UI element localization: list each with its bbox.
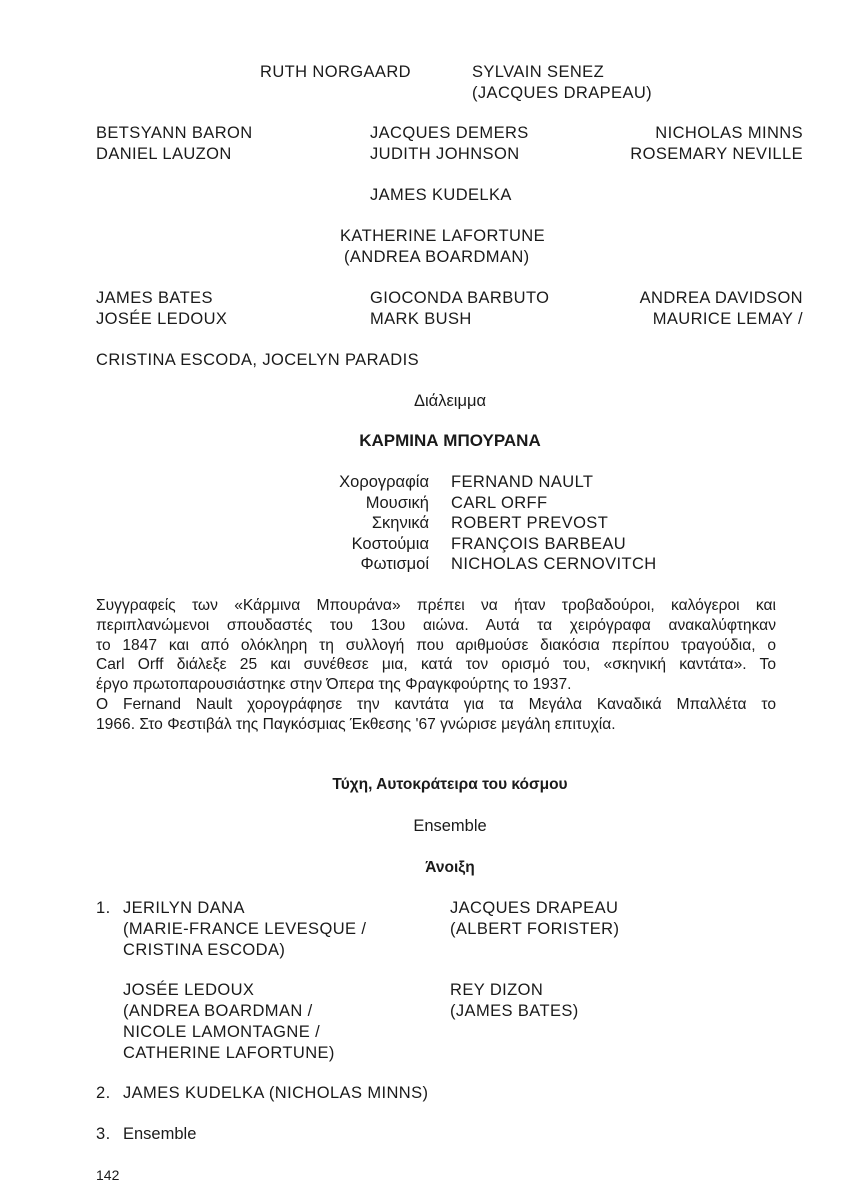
credit-name: ROBERT PREVOST: [451, 514, 609, 532]
cast-name: REY DIZON: [450, 981, 544, 999]
cast-name: RUTH NORGAARD: [260, 63, 411, 81]
description-line: το 1847 και από ολόκληρη τη συλλογή που αριθμούσε διακόσια περίπου τραγούδια, ο: [96, 636, 776, 654]
description-line: περιπλανώμενοι σπουδαστές του 13ου αιώνα. Αυτά τα χειρόγραφα ανακαλύφτηκαν: [96, 616, 776, 634]
cast-name: (ANDREA BOARDMAN): [344, 248, 530, 266]
cast-name: NICOLE LAMONTAGNE /: [123, 1023, 321, 1041]
description-line: Συγγραφείς των «Κάρμινα Μπουράνα» πρέπει να ήταν τροβαδούροι, καλόγεροι και: [96, 597, 776, 614]
page-number: 142: [96, 1167, 120, 1183]
credit-row: [200, 513, 700, 534]
credit-role: Μουσική: [365, 493, 429, 512]
cast-name: JOSÉE LEDOUX: [96, 310, 228, 328]
cast-name: SYLVAIN SENEZ: [472, 63, 605, 81]
credit-role: Φωτισμοί: [360, 555, 429, 573]
cast-name: CRISTINA ESCODA, JOCELYN PARADIS: [96, 351, 420, 369]
subsection-title: Άνοιξη: [425, 859, 475, 876]
cast-name: MAURICE LEMAY /: [652, 310, 803, 328]
cast-name: CATHERINE LAFORTUNE): [123, 1044, 335, 1062]
cast-name: ANDREA DAVIDSON: [639, 289, 803, 307]
credit-row: [200, 472, 700, 493]
credits-table: [200, 472, 700, 575]
cast-name: JOSÉE LEDOUX: [123, 981, 255, 999]
cast-name: ROSEMARY NEVILLE: [630, 145, 803, 163]
cast-name: JAMES KUDELKA (NICHOLAS MINNS): [123, 1084, 429, 1102]
credit-name: FERNAND NAULT: [451, 473, 594, 491]
cast-name: JUDITH JOHNSON: [370, 145, 520, 163]
ballet-title: ΚΑΡΜΙΝΑ ΜΠΟΥΡΑΝΑ: [359, 431, 541, 450]
credit-name: FRANÇOIS BARBEAU: [451, 534, 627, 553]
item-number: 3.: [96, 1125, 111, 1143]
cast-name: JERILYN DANA: [123, 899, 245, 917]
cast-name: JACQUES DEMERS: [370, 124, 529, 142]
credit-role: Κοστούμια: [351, 534, 429, 553]
credit-row: [200, 554, 700, 575]
cast-name: (ALBERT FORISTER): [450, 920, 620, 938]
credit-row: [200, 534, 700, 555]
item-number: 1.: [96, 899, 111, 917]
credit-role: Χορογραφία: [339, 473, 429, 491]
credit-name: NICHOLAS CERNOVITCH: [451, 555, 657, 573]
cast-name: BETSYANN BARON: [96, 124, 253, 142]
credit-row: [200, 493, 700, 514]
cast-name: KATHERINE LAFORTUNE: [340, 227, 546, 245]
item-text: Ensemble: [123, 1125, 197, 1143]
description-line: Carl Orff διάλεξε 25 και συνέθεσε μια, κατά τον ορισμό του, «σκηνική καντάτα». Το: [96, 656, 776, 674]
cast-name: JACQUES DRAPEAU: [450, 899, 619, 917]
cast-name: NICHOLAS MINNS: [655, 124, 803, 142]
credit-name: CARL ORFF: [451, 493, 548, 512]
cast-name: MARK BUSH: [370, 310, 472, 328]
item-number: 2.: [96, 1084, 111, 1102]
description-paragraph: [96, 596, 776, 735]
section-title: Τύχη, Αυτοκράτειρα του κόσμου: [332, 776, 568, 793]
cast-name: DANIEL LAUZON: [96, 145, 232, 163]
credit-role: Σκηνικά: [371, 514, 429, 532]
cast-name: JAMES BATES: [96, 289, 213, 307]
cast-name: (MARIE-FRANCE LEVESQUE /: [123, 920, 367, 938]
cast-name: (JAMES BATES): [450, 1002, 579, 1020]
cast-name: (JACQUES DRAPEAU): [472, 84, 653, 102]
description-line: 1966. Στο Φεστιβάλ της Παγκόσμιας Έκθεσης '67 γνώρισε μεγάλη επιτυχία.: [96, 715, 616, 733]
cast-name: JAMES KUDELKA: [370, 186, 512, 204]
description-line: Ο Fernand Nault χορογράφησε την καντάτα για τα Μεγάλα Καναδικά Μπαλλέτα το: [96, 695, 776, 713]
description-line: έργο πρωτοπαρουσιάστηκε στην Όπερα της Φραγκφούρτης το 1937.: [96, 676, 572, 694]
section-subtitle: Ensemble: [413, 817, 487, 835]
cast-name: GIOCONDA BARBUTO: [370, 289, 550, 307]
intermission-label: Διάλειμμα: [413, 392, 487, 410]
cast-name: (ANDREA BOARDMAN /: [123, 1002, 313, 1020]
cast-name: CRISTINA ESCODA): [123, 941, 286, 959]
